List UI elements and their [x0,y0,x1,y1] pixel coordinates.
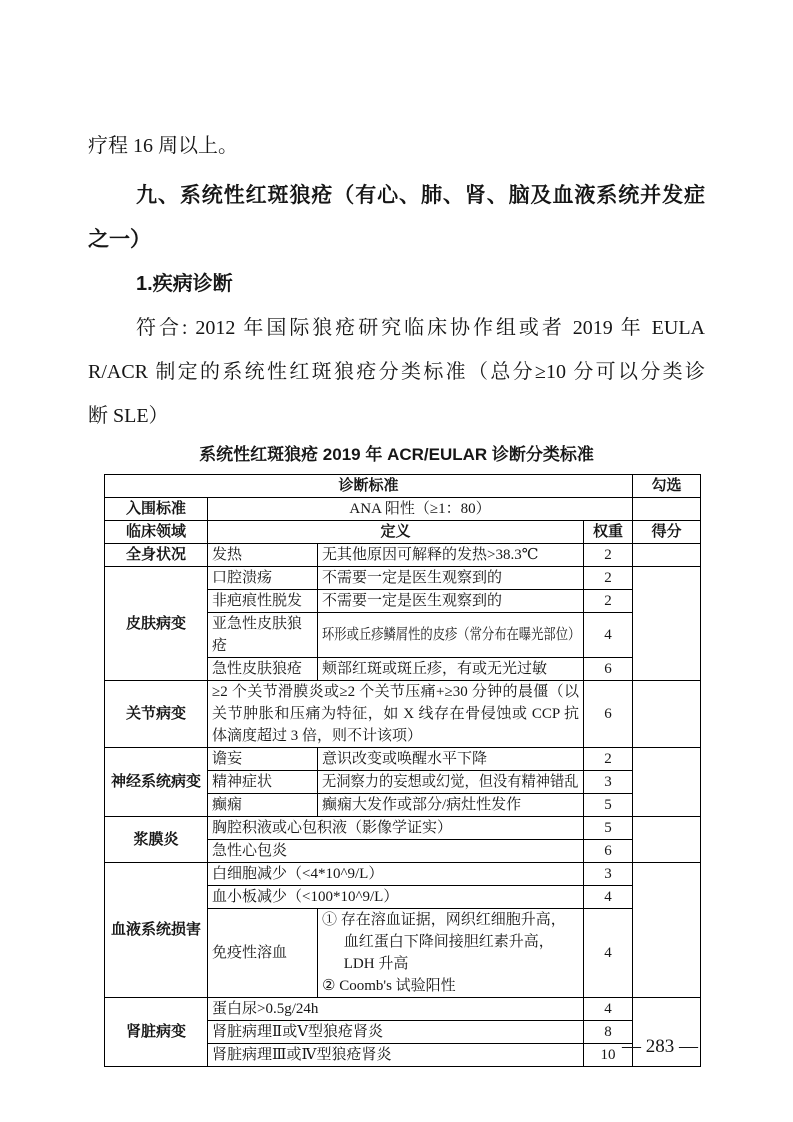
definition-item-2: ② Coomb's 试验阳性 [322,978,456,994]
criterion-cell: 口腔溃疡 [208,567,318,590]
definition-cell: 肾脏病理Ⅱ或Ⅴ型狼疮肾炎 [208,1021,584,1044]
weight-cell: 2 [584,748,633,771]
table-row [105,681,701,748]
criterion-cell: 发热 [208,544,318,567]
weight-cell: 5 [584,794,633,817]
table-row [105,544,701,567]
category-cell: 关节病变 [105,681,208,748]
definition-cell: 肾脏病理Ⅲ或Ⅳ型狼疮肾炎 [208,1044,584,1067]
definition-cell: 蛋白尿>0.5g/24h [208,998,584,1021]
weight-cell: 10 [584,1044,633,1067]
criterion-cell: 免疫性溶血 [208,909,318,998]
score-cell [633,748,701,817]
header-check-cell: 勾选 [633,475,701,498]
category-cell: 皮肤病变 [105,567,208,681]
definition-cell: 癫痫大发作或部分/病灶性发作 [318,794,584,817]
weight-cell: 2 [584,590,633,613]
paragraph-line-1: 符合: 2012 年国际狼疮研究临床协作组或者 2019 年 EULA [136,317,705,339]
criterion-cell: 癫痫 [208,794,318,817]
score-cell [633,544,701,567]
score-cell [633,817,701,863]
definition-cell: 无其他原因可解释的发热>38.3℃ [318,544,584,567]
definition-item-1: ① 存在溶血证据，网织红细胞升高，血红蛋白下降间接胆红素升高，LDH 升高 [322,912,566,972]
table-row [105,521,701,544]
criterion-cell: 谵妄 [208,748,318,771]
header-criteria-cell: 诊断标准 [105,475,633,498]
weight-cell: 2 [584,567,633,590]
domain-label-cell: 临床领域 [105,521,208,544]
definition-cell: 白细胞减少（<4*10^9/L） [208,863,584,886]
weight-cell: 6 [584,840,633,863]
table-row [105,863,701,886]
definition-text: 无洞察力的妄想或幻觉，但没有精神错乱 [322,774,579,790]
weight-label-cell: 权重 [584,521,633,544]
weight-cell: 6 [584,681,633,748]
weight-cell: 4 [584,909,633,998]
score-cell [633,567,701,681]
table-row [105,817,701,840]
definition-cell: 急性心包炎 [208,840,584,863]
table-row [105,475,701,498]
score-cell [633,863,701,998]
category-cell: 浆膜炎 [105,817,208,863]
section-heading-line-1: 九、系统性红斑狼疮（有心、肺、肾、脑及血液系统并发症 [136,184,705,207]
table-row [105,498,701,521]
weight-cell: 4 [584,886,633,909]
weight-cell: 5 [584,817,633,840]
definition-cell [318,771,584,794]
table-row [105,998,701,1021]
criterion-cell: 精神症状 [208,771,318,794]
definition-cell: 不需要一定是医生观察到的 [318,567,584,590]
criterion-cell: 亚急性皮肤狼疮 [208,613,318,658]
definition-cell: 血小板减少（<100*10^9/L） [208,886,584,909]
category-cell: 血液系统损害 [105,863,208,998]
table-row [105,567,701,590]
criterion-cell: 非疤痕性脱发 [208,590,318,613]
category-cell: 神经系统病变 [105,748,208,817]
paragraph-line-2: R/ACR 制定的系统性红斑狼疮分类标准（总分≥10 分可以分类诊 [88,361,705,383]
definition-cell: 不需要一定是医生观察到的 [318,590,584,613]
page-number: — 283 — [622,1036,698,1057]
category-cell: 肾脏病变 [105,998,208,1067]
definition-cell: 意识改变或唤醒水平下降 [318,748,584,771]
definition-cell [318,613,584,658]
criteria-paragraph [88,306,705,438]
definition-cell [318,909,584,998]
weight-cell: 4 [584,613,633,658]
subsection-heading: 1.疾病诊断 [136,273,233,295]
definition-label-cell: 定义 [208,521,584,544]
category-cell: 全身状况 [105,544,208,567]
weight-cell: 3 [584,863,633,886]
intro-line: 疗程 16 周以上。 [88,135,238,157]
weight-cell: 8 [584,1021,633,1044]
entry-label-cell: 入围标准 [105,498,208,521]
diagnosis-criteria-table [104,474,701,1067]
section-heading [88,174,705,262]
score-label-cell: 得分 [633,521,701,544]
weight-cell: 4 [584,998,633,1021]
weight-cell: 2 [584,544,633,567]
definition-cell: 胸腔积液或心包积液（影像学证实） [208,817,584,840]
weight-cell: 3 [584,771,633,794]
score-cell [633,681,701,748]
section-heading-line-2: 之一） [88,228,151,251]
paragraph-line-3: 断 SLE） [88,405,169,427]
score-cell [633,498,701,521]
table-row [105,748,701,771]
definition-text: 环形或丘疹鳞屑性的皮疹（常分布在曝光部位） [322,627,581,643]
weight-cell: 6 [584,658,633,681]
table-title: 系统性红斑狼疮 2019 年 ACR/EULAR 诊断分类标准 [199,445,594,464]
definition-cell: ≥2 个关节滑膜炎或≥2 个关节压痛+≥30 分钟的晨僵（以关节肿胀和压痛为特征，如 X 线存在骨侵蚀或 CCP 抗体滴度超过 3 倍，则不计该项） [208,681,584,748]
definition-cell: 颊部红斑或斑丘疹，有或无光过敏 [318,658,584,681]
criterion-cell: 急性皮肤狼疮 [208,658,318,681]
entry-value-cell: ANA 阳性（≥1：80） [208,498,633,521]
